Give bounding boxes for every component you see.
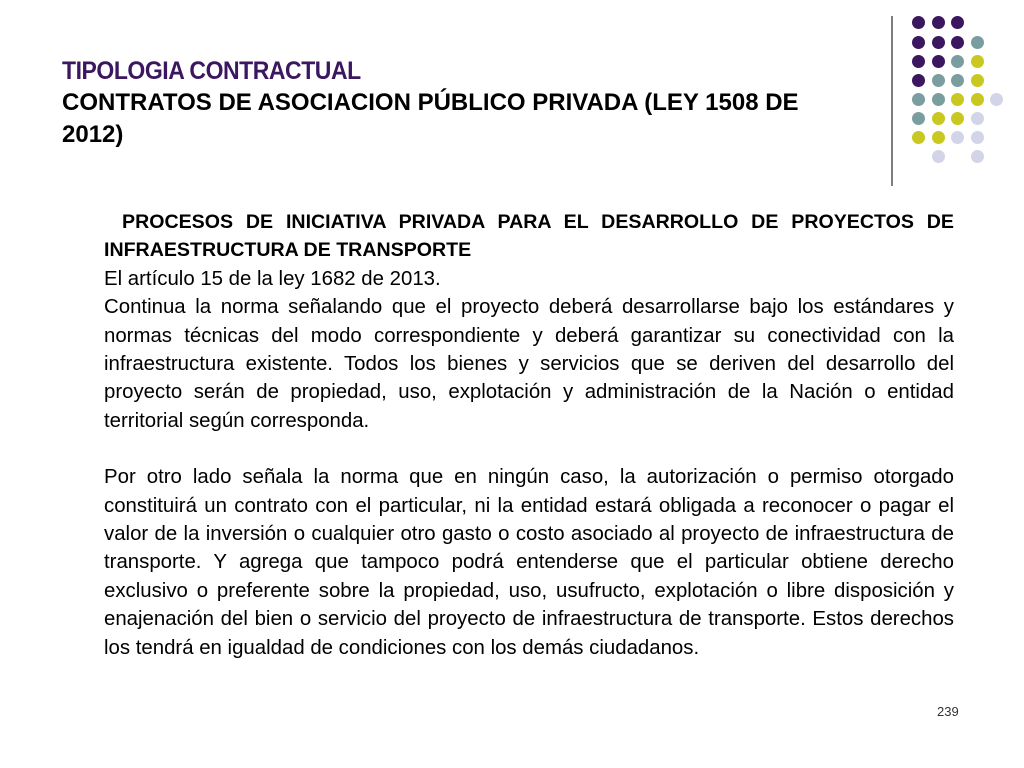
dot-olive [971, 55, 984, 68]
dot-purple [912, 36, 925, 49]
dot-purple [932, 16, 945, 29]
dot-olive [912, 131, 925, 144]
dot-olive [971, 93, 984, 106]
dot-purple [951, 16, 964, 29]
dot-teal [951, 55, 964, 68]
dot-teal [912, 93, 925, 106]
dot-lavender [932, 150, 945, 163]
dot-purple [951, 36, 964, 49]
dot-lavender [990, 93, 1003, 106]
paragraph-spacer [104, 435, 954, 463]
dot-teal [912, 112, 925, 125]
paragraph-2: Por otro lado señala la norma que en ningún caso, la autorización o permiso otorgado constituirá un contrato con el particular, ni la entidad estará obligada a reconocer o pagar el valor de la inversión o cualquier otro gasto o costo asociado al proyecto de infraestructura de transporte. Y agrega que tampoco podrá entenderse que el particular obtiene derecho exclusivo o preferente sobre la propiedad, uso, usufructo, explotación o libre disposición y enajenación del bien o servicio del proyecto de infraestructura de transporte. Estos derechos los tendrá en igualdad de condiciones con los demás ciudadanos. [104, 466, 954, 659]
dot-purple [912, 16, 925, 29]
dot-olive [951, 93, 964, 106]
dot-olive [971, 74, 984, 87]
dot-purple [912, 74, 925, 87]
dot-teal [951, 74, 964, 87]
dot-lavender [971, 112, 984, 125]
dot-purple [912, 55, 925, 68]
dot-teal [932, 93, 945, 106]
slide-body [104, 208, 954, 662]
dot-purple [932, 55, 945, 68]
dot-purple [932, 36, 945, 49]
dot-olive [932, 112, 945, 125]
slide-subtitle: CONTRATOS DE ASOCIACION PÚBLICO PRIVADA (LEY 1508 DE 2012) [62, 89, 799, 148]
dot-lavender [951, 131, 964, 144]
dot-lavender [971, 150, 984, 163]
dot-lavender [971, 131, 984, 144]
section-heading: PROCESOS DE INICIATIVA PRIVADA PARA EL DESARROLLO DE PROYECTOS DE INFRAESTRUCTURA DE TRANSPORTE [104, 211, 954, 262]
article-reference: El artículo 15 de la ley 1682 de 2013. [104, 267, 441, 290]
dot-teal [971, 36, 984, 49]
slide-title: TIPOLOGIA CONTRACTUAL [62, 57, 361, 85]
dot-olive [951, 112, 964, 125]
divider-line [891, 16, 893, 186]
page-number: 239 [937, 704, 959, 719]
dot-olive [932, 131, 945, 144]
dot-teal [932, 74, 945, 87]
paragraph-1: Continua la norma señalando que el proyecto deberá desarrollarse bajo los estándares y normas técnicas del modo correspondiente y deberá garantizar su conectividad con la infraestructura existente. Todos los bienes y servicios que se deriven del desarrollo del proyecto serán de propiedad, uso, explotación y administración de la Nación o entidad territorial según corresponda. [104, 296, 954, 432]
title-block [62, 56, 862, 151]
